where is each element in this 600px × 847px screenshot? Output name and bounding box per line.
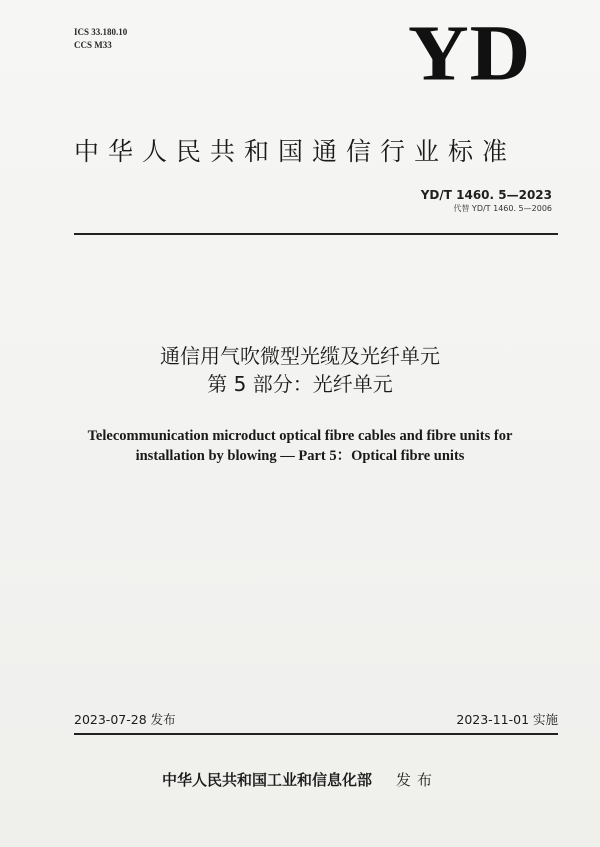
issue-date: 2023-07-28 发布 xyxy=(74,712,176,727)
bottom-divider xyxy=(74,733,558,735)
replaces-standard: 代替 YD/T 1460. 5—2006 xyxy=(453,204,552,213)
publisher-name: 中华人民共和国工业和信息化部 xyxy=(161,771,372,789)
top-divider xyxy=(74,233,558,235)
classification-codes xyxy=(74,26,127,52)
standard-number-block xyxy=(421,188,552,215)
implementation-date: 2023-11-01 实施 xyxy=(456,712,558,727)
ccs-code: CCS M33 xyxy=(74,40,112,50)
yd-logo: YD xyxy=(408,9,532,98)
chinese-title-line-2: 第 5 部分：光纤单元 xyxy=(207,372,393,396)
ics-code: ICS 33.180.10 xyxy=(74,27,128,37)
english-title-line-2: installation by blowing — Part 5：Optical fibre units xyxy=(135,448,465,464)
standard-number: YD/T 1460. 5—2023 xyxy=(420,188,552,202)
english-title xyxy=(0,426,600,466)
chinese-title-line-1: 通信用气吹微型光缆及光纤单元 xyxy=(160,344,440,368)
publisher-line xyxy=(0,770,600,790)
standard-category-title: 中华人民共和国通信行业标准 xyxy=(74,137,517,166)
publish-action: 发布 xyxy=(396,771,439,789)
english-title-line-1: Telecommunication microduct optical fibre cables and fibre units for xyxy=(87,428,513,444)
chinese-title xyxy=(0,342,600,398)
